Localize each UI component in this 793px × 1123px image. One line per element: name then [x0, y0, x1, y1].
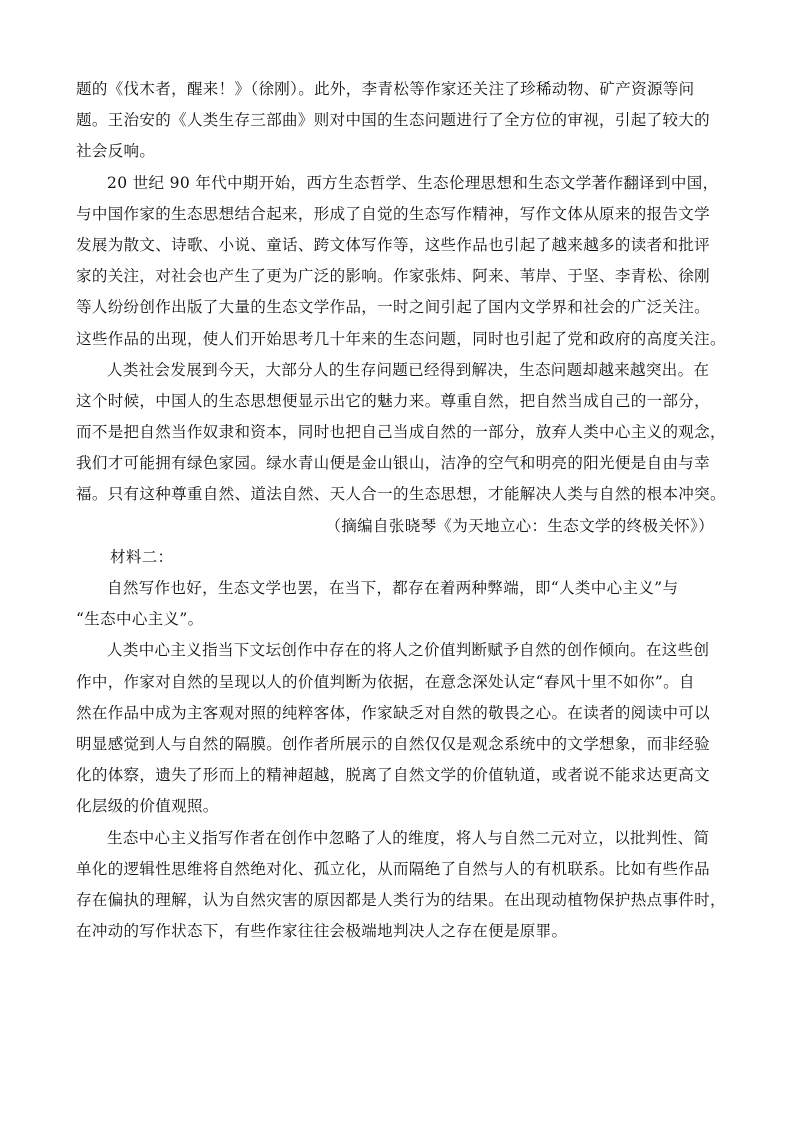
text-line: 与中国作家的生态思想结合起来，形成了自觉的生态写作精神，写作文体从原来的报告文学: [76, 204, 711, 223]
text-line: 发展为散文、诗歌、小说、童话、跨文体写作等，这些作品也引起了越来越多的读者和批评: [76, 235, 711, 254]
text-line: 这些作品的出现，使人们开始思考几十年来的生态问题，同时也引起了党和政府的高度关注。: [76, 329, 726, 348]
text-line: 然在作品中成为主客观对照的纯粹客体，作家缺乏对自然的敬畏之心。在读者的阅读中可以: [76, 703, 711, 722]
text-line: 生态中心主义指写作者在创作中忽略了人的维度，将人与自然二元对立，以批判性、简: [107, 828, 710, 847]
text-line: 20 世纪 90 年代中期开始，西方生态哲学、生态伦理思想和生态文学著作翻译到中国，: [107, 173, 719, 192]
text-line: 人类社会发展到今天，大部分人的生存问题已经得到解决，生态问题却越来越突出。在: [107, 360, 710, 379]
material-two-heading: 材料二：: [110, 547, 174, 566]
source-citation: （摘编自张晓琴《为天地立心：生态文学的终极关怀》）: [325, 516, 714, 535]
material-one-body: [76, 74, 726, 542]
text-line: 单化的逻辑性思维将自然绝对化、孤立化，从而隔绝了自然与人的有机联系。比如有些作品: [76, 859, 711, 878]
text-line: “生态中心主义”。: [76, 610, 204, 629]
text-line: 在冲动的写作状态下，有些作家往往会极端地判决人之存在便是原罪。: [76, 922, 568, 941]
text-line: 题。王治安的《人类生存三部曲》则对中国的生态问题进行了全方位的审视，引起了较大的: [76, 111, 711, 130]
text-line: 社会反响。: [76, 142, 156, 161]
text-line: 而不是把自然当作奴隶和资本，同时也把自己当成自然的一部分，放弃人类中心主义的观念，: [76, 423, 726, 442]
paragraph-2: [76, 168, 726, 355]
text-line: 家的关注，对社会也产生了更为广泛的影响。作家张炜、阿来、苇岸、于坚、李青松、徐刚: [76, 267, 711, 286]
material-two-section: [76, 542, 726, 947]
paragraph-1: [76, 74, 726, 168]
text-line: 自然写作也好，生态文学也罢，在当下，都存在着两种弊端，即“人类中心主义”与: [107, 579, 679, 597]
text-line: 化层级的价值观照。: [76, 797, 219, 816]
text-line: 题的《伐木者，醒来！》（徐刚）。此外，李青松等作家还关注了珍稀动物、矿产资源等问: [76, 80, 695, 98]
text-line: 化的体察，遗失了形而上的精神超越，脱离了自然文学的价值轨道，或者说不能求达更高文: [76, 766, 711, 785]
paragraph-4: [76, 573, 726, 635]
document-page: [76, 74, 726, 947]
text-line: 人类中心主义指当下文坛创作中存在的将人之价值判断赋予自然的创作倾向。在这些创: [107, 641, 710, 660]
text-line: 等人纷纷创作出版了大量的生态文学作品，一时之间引起了国内文学界和社会的广泛关注。: [76, 298, 711, 317]
paragraph-6: [76, 823, 726, 948]
paragraph-3: [76, 355, 726, 511]
paragraph-5: [76, 635, 726, 822]
text-line: 福。只有这种尊重自然、道法自然、天人合一的生态思想，才能解决人类与自然的根本冲突。: [76, 485, 726, 504]
text-line: 作中，作家对自然的呈现以人的价值判断为依据，在意念深处认定“春风十里不如你”。自: [76, 672, 695, 691]
text-line: 存在偏执的理解，认为自然灾害的原因都是人类行为的结果。在出现动植物保护热点事件时，: [76, 890, 726, 909]
text-line: 这个时候，中国人的生态思想便显示出它的魅力来。尊重自然，把自然当成自己的一部分，: [76, 391, 711, 410]
text-line: 明显感觉到人与自然的隔膜。创作者所展示的自然仅仅是观念系统中的文学想象，而非经验: [76, 734, 711, 753]
text-line: 我们才可能拥有绿色家园。绿水青山便是金山银山，洁净的空气和明亮的阳光便是自由与幸: [76, 454, 711, 473]
